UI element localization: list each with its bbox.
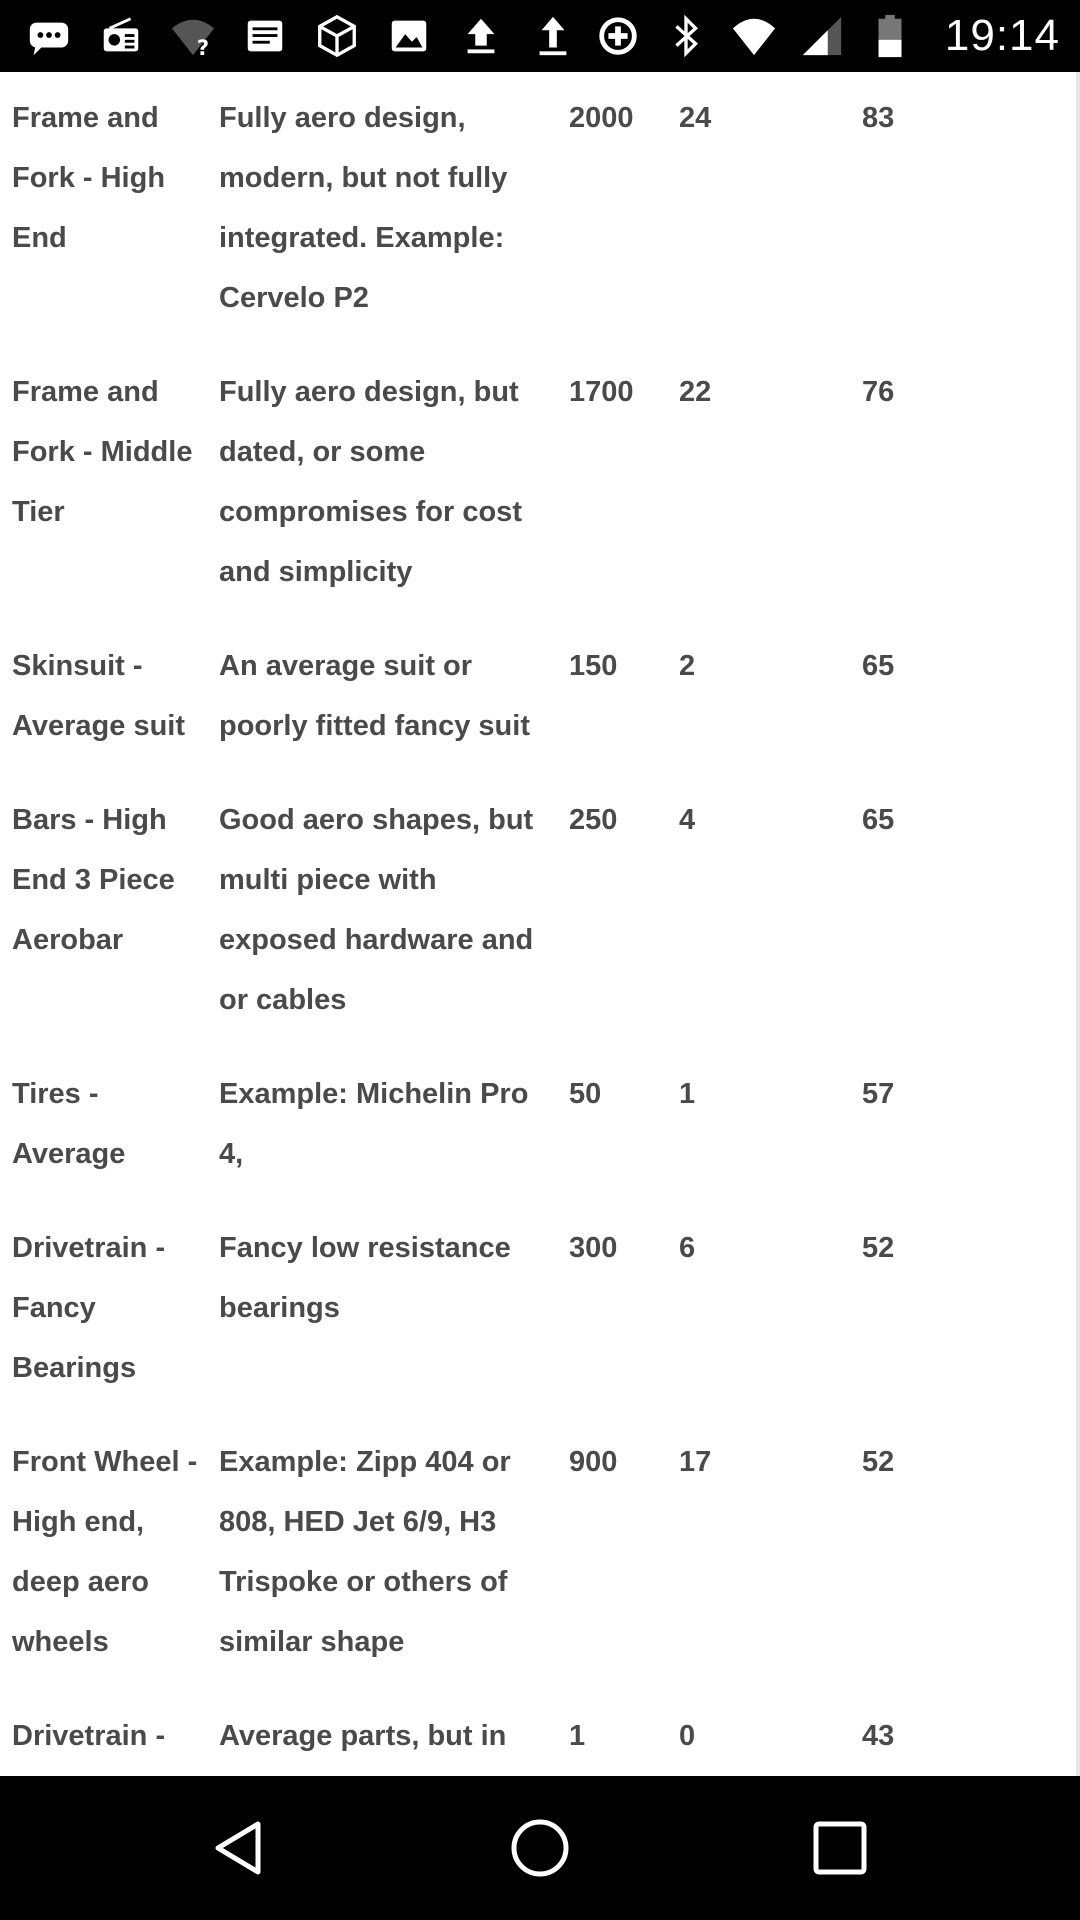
system-icons [593,0,1060,72]
item-cost: 250 [569,804,618,836]
table-row [0,346,1076,620]
item-cost: 300 [569,1232,618,1264]
battery-icon [865,11,915,61]
radio-icon [96,11,146,61]
item-name: Drivetrain - [12,1720,166,1752]
item-cost: 1700 [569,376,634,408]
item-seconds: 24 [679,102,712,134]
item-cost: 50 [569,1078,602,1110]
navigation-bar [0,1776,1080,1920]
item-name: Frame and Fork - High End [12,102,166,254]
item-value: 52 [862,1446,895,1478]
item-seconds: 4 [679,804,696,836]
item-cost: 150 [569,650,618,682]
wifi-question-icon [168,11,218,61]
table-row [0,1202,1076,1416]
note-icon [240,11,290,61]
item-cost: 900 [569,1446,618,1478]
page-content[interactable] [0,72,1076,1776]
wifi-icon [729,11,779,61]
equipment-table [0,72,1076,1904]
item-seconds: 6 [679,1232,696,1264]
item-value: 43 [862,1720,895,1752]
item-name: Drivetrain - Fancy Bearings [12,1232,166,1384]
status-bar [0,0,1080,72]
image-icon [384,11,434,61]
data-saver-icon [593,11,643,61]
item-seconds: 1 [679,1078,696,1110]
clock: 19:14 [944,11,1060,60]
item-seconds: 17 [679,1446,712,1478]
upload-icon-2 [528,11,578,61]
home-circle-icon [504,1812,576,1884]
item-cost: 2000 [569,102,634,134]
item-cost: 1 [569,1720,586,1752]
item-name: Frame and Fork - Middle Tier [12,376,193,528]
upload-icon [456,11,506,61]
signal-icon [797,11,847,61]
table-row [0,72,1076,346]
item-name: Front Wheel - High end, deep aero wheels [12,1446,198,1658]
svg-text:?: ? [196,35,210,61]
item-name: Skinsuit - Average suit [12,650,185,742]
item-value: 65 [862,804,895,836]
item-description: Fully aero design, but dated, or some compromises for cost and simplicity [219,376,522,588]
home-button[interactable] [504,1812,576,1884]
item-description: An average suit or poorly fitted fancy suit [219,650,530,742]
item-name: Tires - Average [12,1078,126,1170]
item-seconds: 2 [679,650,696,682]
table-row [0,620,1076,774]
item-description: Fancy low resistance bearings [219,1232,511,1324]
bluetooth-icon [661,11,711,61]
scroll-edge [1076,72,1080,1776]
back-button[interactable] [204,1812,276,1884]
item-value: 76 [862,376,895,408]
item-description: Fully aero design, modern, but not fully integrated. Example: Cervelo P2 [219,102,508,314]
recents-button[interactable] [804,1812,876,1884]
item-value: 52 [862,1232,895,1264]
cube-icon [312,11,362,61]
item-seconds: 0 [679,1720,696,1752]
chat-icon [24,11,74,61]
back-triangle-icon [204,1812,276,1884]
item-value: 65 [862,650,895,682]
recents-square-icon [804,1812,876,1884]
table-row [0,1416,1076,1690]
notification-icons [24,0,578,72]
item-description: Good aero shapes, but multi piece with exposed hardware and or cables [219,804,534,1016]
item-description: Example: Zipp 404 or 808, HED Jet 6/9, H3 Trispoke or others of similar shape [219,1446,511,1658]
item-name: Bars - High End 3 Piece Aerobar [12,804,175,956]
item-description: Average parts, but in [219,1720,507,1752]
table-row [0,1048,1076,1202]
item-description: Example: Michelin Pro 4, [219,1078,529,1170]
item-value: 83 [862,102,895,134]
item-value: 57 [862,1078,895,1110]
table-row [0,774,1076,1048]
item-seconds: 22 [679,376,712,408]
